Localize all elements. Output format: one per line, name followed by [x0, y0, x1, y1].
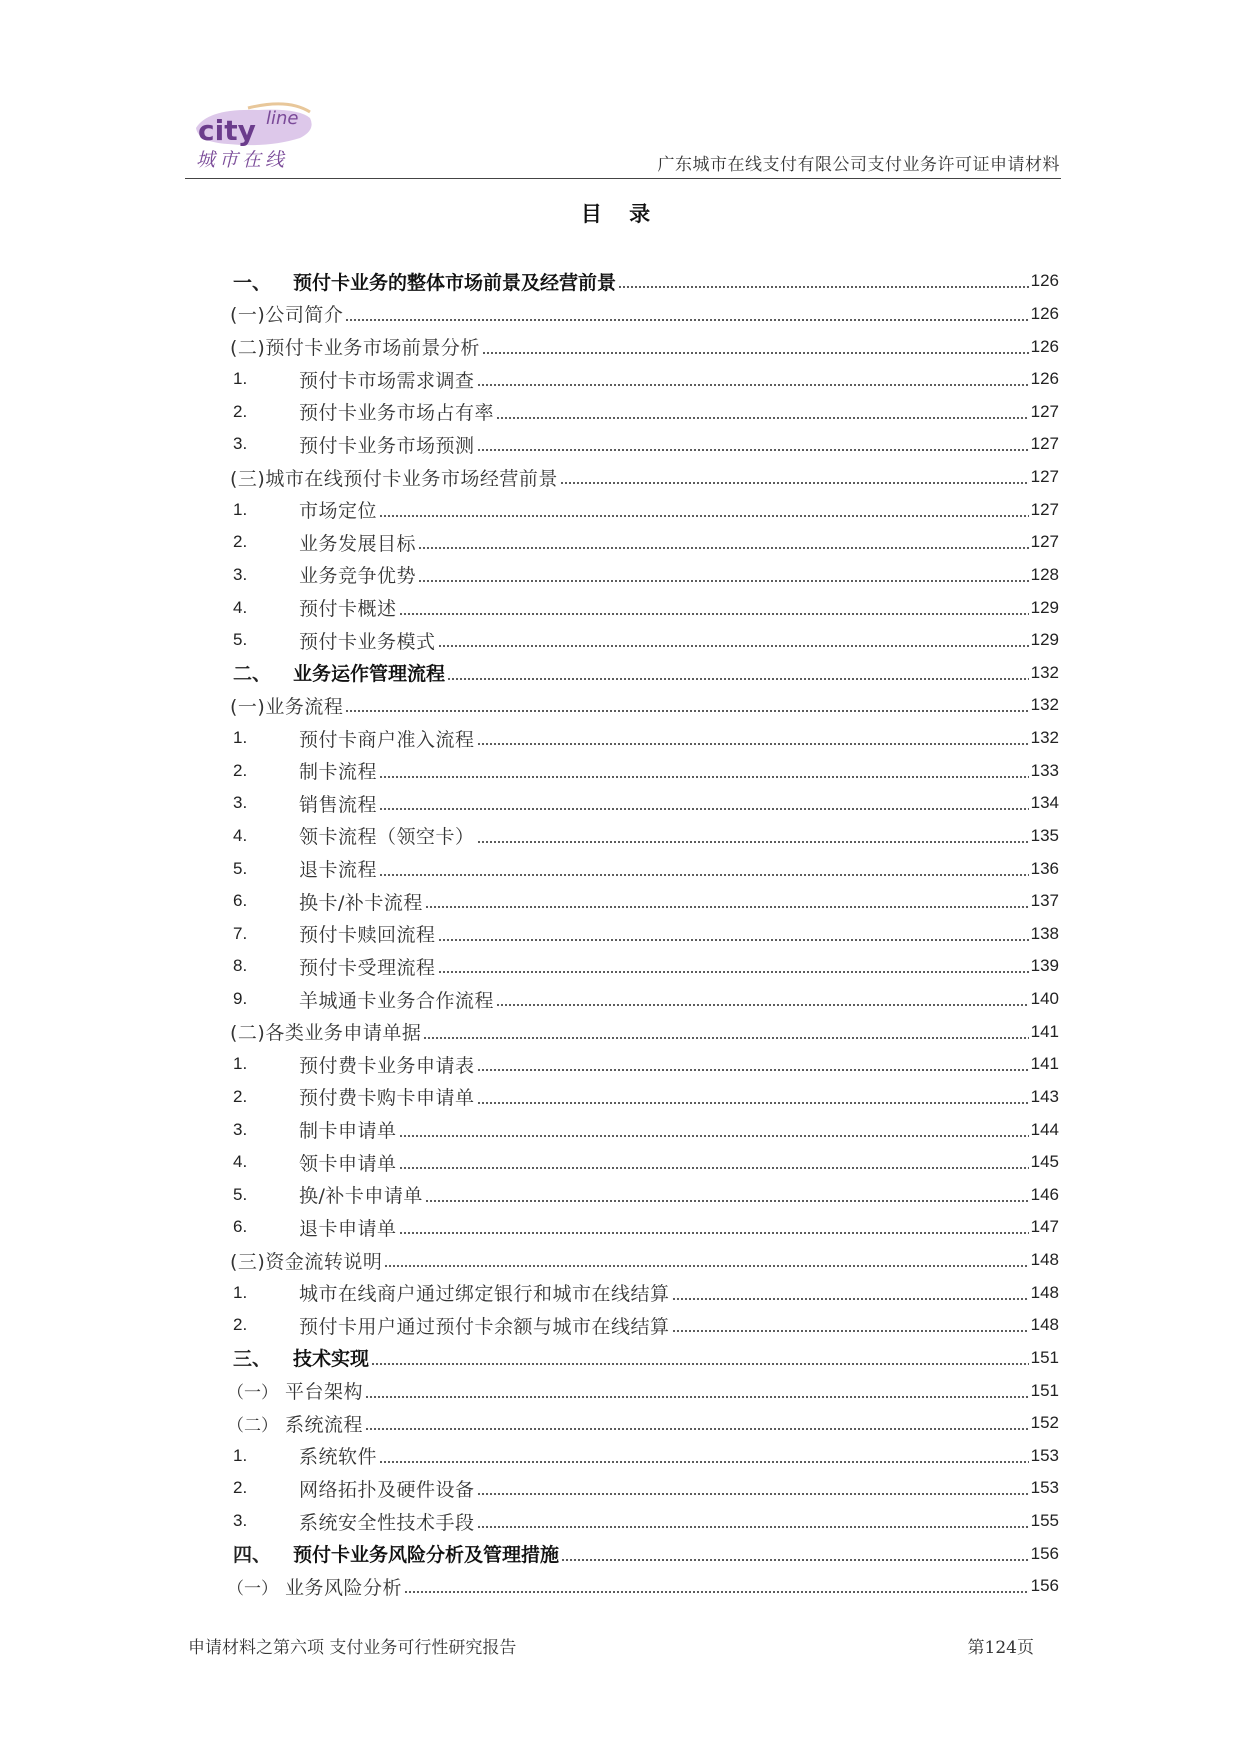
toc-entry[interactable] [233, 1211, 1059, 1244]
toc-entry-title: 网络拓扑及硬件设备 [299, 1478, 475, 1501]
toc-entry[interactable] [227, 1374, 1059, 1407]
toc-entry[interactable] [230, 1244, 1059, 1277]
toc-dot-leader [477, 1489, 1029, 1499]
toc-entry-title: 领卡申请单 [299, 1152, 397, 1175]
toc-entry-page: 132 [1030, 695, 1059, 715]
toc-dot-leader [418, 543, 1029, 553]
toc-entry-page: 153 [1030, 1445, 1059, 1465]
toc-entry-page: 155 [1030, 1511, 1059, 1531]
toc-entry[interactable] [233, 1146, 1059, 1179]
toc-dot-leader [477, 1522, 1029, 1532]
toc-entry-page: 143 [1030, 1086, 1059, 1106]
toc-entry-title: 预付卡概述 [299, 598, 397, 621]
toc-entry-title: 预付卡商户准入流程 [299, 728, 475, 751]
toc-entry-page: 134 [1030, 793, 1059, 813]
company-logo [188, 98, 318, 178]
toc-entry-page: 147 [1030, 1217, 1059, 1237]
toc-entry-title: 制卡流程 [299, 761, 378, 784]
toc-entry-page: 128 [1030, 564, 1059, 584]
toc-entry-page: 153 [1030, 1478, 1059, 1498]
document-header-title: 广东城市在线支付有限公司支付业务许可证申请材料 [657, 155, 1060, 175]
toc-dot-leader [379, 772, 1029, 782]
toc-entry[interactable] [233, 1342, 1059, 1375]
toc-entry[interactable] [233, 1276, 1059, 1309]
toc-entry[interactable] [233, 754, 1059, 787]
footer-page-number: 第124页 [967, 1638, 1034, 1658]
toc-entry-page: 156 [1030, 1576, 1059, 1596]
toc-dot-leader [379, 804, 1029, 814]
footer-document-name: 申请材料之第六项 支付业务可行性研究报告 [188, 1638, 517, 1658]
toc-entry-number: （二） [227, 1415, 278, 1436]
toc-entry-title: 预付费卡购卡申请单 [299, 1087, 475, 1110]
toc-entry[interactable] [230, 298, 1059, 331]
toc-entry[interactable] [230, 461, 1059, 494]
toc-dot-leader [384, 1261, 1028, 1271]
toc-entry-title: 系统流程 [285, 1413, 364, 1436]
toc-entry-title: 预付卡受理流程 [299, 956, 436, 979]
toc-entry[interactable] [233, 950, 1059, 983]
toc-entry-number: 二、 [233, 664, 272, 686]
toc-entry-page: 126 [1030, 369, 1059, 389]
toc-entry-number: 2. [233, 1086, 248, 1106]
toc-entry-page: 140 [1030, 989, 1059, 1009]
toc-dot-leader [418, 576, 1029, 586]
toc-entry[interactable] [233, 1048, 1059, 1081]
logo-text-en: city [198, 114, 256, 147]
toc-entry[interactable] [233, 820, 1059, 853]
toc-entry-title: (一)业务流程 [230, 695, 344, 718]
toc-entry-number: 8. [233, 956, 248, 976]
toc-entry-number: 5. [233, 630, 248, 650]
logo-text-tag: line [266, 108, 299, 129]
toc-dot-leader [399, 1131, 1029, 1141]
toc-heading: 目 录 [580, 202, 661, 226]
toc-entry-number: 9. [233, 989, 248, 1009]
toc-entry[interactable] [233, 1537, 1059, 1570]
toc-entry-page: 148 [1030, 1282, 1059, 1302]
toc-dot-leader [345, 315, 1028, 325]
toc-entry[interactable] [233, 852, 1059, 885]
toc-entry-title: 制卡申请单 [299, 1120, 397, 1143]
toc-dot-leader [447, 674, 1029, 684]
toc-entry-number: 3. [233, 434, 248, 454]
toc-entry-title: 预付卡业务模式 [299, 630, 436, 653]
toc-entry-number: 2. [233, 401, 248, 421]
toc-entry[interactable] [233, 396, 1059, 429]
toc-entry-title: 预付卡业务风险分析及管理措施 [293, 1544, 560, 1567]
toc-entry[interactable] [233, 624, 1059, 657]
toc-entry-page: 151 [1030, 1380, 1059, 1400]
toc-dot-leader [425, 1196, 1029, 1206]
toc-entry-title: 业务风险分析 [285, 1576, 403, 1599]
toc-entry-page: 145 [1030, 1152, 1059, 1172]
toc-entry-page: 136 [1030, 858, 1059, 878]
toc-entry-number: 5. [233, 858, 248, 878]
toc-entry-title: 业务竞争优势 [299, 565, 417, 588]
toc-entry[interactable] [233, 428, 1059, 461]
toc-entry[interactable] [233, 1440, 1059, 1473]
toc-entry[interactable] [233, 1505, 1059, 1538]
toc-dot-leader [365, 1392, 1029, 1402]
toc-entry-title: 预付卡业务市场预测 [299, 434, 475, 457]
toc-entry-title: 市场定位 [299, 500, 378, 523]
toc-dot-leader [438, 935, 1029, 945]
toc-entry-number: 2. [233, 760, 248, 780]
toc-entry-number: 1. [233, 1282, 248, 1302]
toc-entry-number: 1. [233, 1445, 248, 1465]
toc-entry-number: 三、 [233, 1349, 272, 1371]
toc-dot-leader [399, 609, 1029, 619]
toc-entry[interactable] [233, 787, 1059, 820]
toc-dot-leader [404, 1587, 1029, 1597]
toc-entry-page: 148 [1030, 1250, 1059, 1270]
toc-entry-title: 业务运作管理流程 [293, 663, 446, 686]
toc-entry-title: 系统软件 [299, 1446, 378, 1469]
toc-entry-page: 148 [1030, 1315, 1059, 1335]
toc-entry-title: (一)公司简介 [230, 304, 344, 327]
toc-dot-leader [477, 445, 1029, 455]
toc-dot-leader [379, 511, 1029, 521]
toc-dot-leader [379, 1457, 1029, 1467]
toc-dot-leader [561, 1555, 1029, 1565]
toc-entry-page: 132 [1030, 728, 1059, 748]
toc-entry-page: 152 [1030, 1413, 1059, 1433]
toc-entry-number: 2. [233, 1478, 248, 1498]
toc-entry-page: 156 [1030, 1543, 1059, 1563]
toc-dot-leader [438, 641, 1029, 651]
toc-entry-number: 5. [233, 1184, 248, 1204]
toc-entry-title: 预付费卡业务申请表 [299, 1054, 475, 1077]
toc-entry-title: (三)资金流转说明 [230, 1250, 383, 1273]
toc-entry-page: 151 [1030, 1347, 1059, 1367]
toc-dot-leader [672, 1326, 1029, 1336]
toc-entry[interactable] [233, 493, 1059, 526]
toc-entry-number: 6. [233, 891, 248, 911]
toc-entry-number: 3. [233, 793, 248, 813]
toc-entry[interactable] [233, 1081, 1059, 1114]
toc-dot-leader [425, 902, 1029, 912]
toc-entry-page: 133 [1030, 760, 1059, 780]
toc-entry-title: 销售流程 [299, 793, 378, 816]
toc-entry-page: 144 [1030, 1119, 1059, 1139]
toc-entry[interactable] [233, 1179, 1059, 1212]
toc-entry[interactable] [233, 265, 1059, 298]
toc-dot-leader [477, 1065, 1029, 1075]
toc-entry[interactable] [233, 559, 1059, 592]
toc-entry-number: 2. [233, 1315, 248, 1335]
toc-entry-title: 退卡流程 [299, 859, 378, 882]
toc-dot-leader [438, 967, 1029, 977]
toc-entry-number: 4. [233, 825, 248, 845]
toc-entry-number: 4. [233, 597, 248, 617]
toc-entry-number: 四、 [233, 1545, 272, 1567]
toc-entry-number: 1. [233, 369, 248, 389]
toc-dot-leader [399, 1228, 1029, 1238]
toc-entry[interactable] [227, 1407, 1059, 1440]
toc-entry-page: 141 [1030, 1021, 1059, 1041]
toc-entry-page: 138 [1030, 923, 1059, 943]
toc-entry[interactable] [233, 918, 1059, 951]
toc-entry[interactable] [233, 885, 1059, 918]
toc-entry[interactable] [227, 1570, 1059, 1603]
toc-entry-page: 127 [1030, 434, 1059, 454]
toc-entry-title: 平台架构 [285, 1381, 364, 1404]
toc-entry-title: 预付卡市场需求调查 [299, 369, 475, 392]
toc-entry-page: 141 [1030, 1054, 1059, 1074]
toc-dot-leader [345, 706, 1028, 716]
toc-dot-leader [482, 348, 1029, 358]
toc-entry-number: 6. [233, 1217, 248, 1237]
toc-entry-page: 146 [1030, 1184, 1059, 1204]
toc-dot-leader [496, 1000, 1029, 1010]
toc-dot-leader [672, 1294, 1029, 1304]
toc-entry-page: 126 [1030, 303, 1059, 323]
toc-entry[interactable] [233, 983, 1059, 1016]
toc-dot-leader [399, 1163, 1029, 1173]
toc-entry[interactable] [233, 1309, 1059, 1342]
header-divider [185, 178, 1061, 179]
toc-dot-leader [496, 413, 1029, 423]
toc-entry-page: 127 [1030, 532, 1059, 552]
toc-entry-page: 137 [1030, 891, 1059, 911]
toc-dot-leader [560, 478, 1029, 488]
toc-dot-leader [423, 1033, 1028, 1043]
toc-entry-title: 预付卡业务的整体市场前景及经营前景 [293, 271, 617, 294]
toc-entry[interactable] [233, 591, 1059, 624]
toc-entry-number: 7. [233, 923, 248, 943]
table-of-contents [227, 265, 1059, 1603]
toc-dot-leader [379, 870, 1029, 880]
toc-entry-number: 1. [233, 499, 248, 519]
toc-entry-page: 127 [1030, 401, 1059, 421]
toc-dot-leader [477, 380, 1029, 390]
toc-entry[interactable] [230, 689, 1059, 722]
toc-entry-title: (二)各类业务申请单据 [230, 1022, 422, 1045]
toc-entry-title: (三)城市在线预付卡业务市场经营前景 [230, 467, 558, 490]
toc-entry-page: 129 [1030, 630, 1059, 650]
toc-entry[interactable] [230, 1015, 1059, 1048]
toc-dot-leader [477, 1098, 1029, 1108]
toc-dot-leader [365, 1424, 1029, 1434]
toc-dot-leader [371, 1359, 1029, 1369]
toc-entry-title: 退卡申请单 [299, 1217, 397, 1240]
toc-entry-title: 业务发展目标 [299, 532, 417, 555]
toc-entry-number: 2. [233, 532, 248, 552]
toc-entry[interactable] [233, 526, 1059, 559]
toc-entry-number: 4. [233, 1152, 248, 1172]
toc-entry[interactable] [233, 363, 1059, 396]
toc-entry-title: 技术实现 [293, 1348, 370, 1371]
toc-entry-title: 领卡流程（领空卡） [299, 826, 475, 849]
toc-entry-number: 1. [233, 1054, 248, 1074]
toc-entry-number: 1. [233, 728, 248, 748]
toc-entry[interactable] [233, 722, 1059, 755]
toc-entry-number: 一、 [233, 272, 272, 294]
toc-entry[interactable] [230, 330, 1059, 363]
toc-entry-title: 预付卡用户通过预付卡余额与城市在线结算 [299, 1315, 670, 1338]
toc-entry-number: （一） [227, 1383, 278, 1404]
toc-entry-page: 129 [1030, 597, 1059, 617]
toc-entry-title: 羊城通卡业务合作流程 [299, 989, 495, 1012]
toc-dot-leader [477, 739, 1029, 749]
toc-entry-title: 预付卡赎回流程 [299, 924, 436, 947]
toc-entry-page: 135 [1030, 825, 1059, 845]
toc-entry-title: 换/补卡申请单 [299, 1185, 423, 1208]
toc-entry[interactable] [233, 1113, 1059, 1146]
toc-entry-number: 3. [233, 1119, 248, 1139]
toc-entry-page: 127 [1030, 467, 1059, 487]
toc-entry-number: 3. [233, 1511, 248, 1531]
toc-entry[interactable] [233, 657, 1059, 690]
toc-dot-leader [618, 282, 1029, 292]
toc-entry-number: 3. [233, 564, 248, 584]
toc-entry-title: 城市在线商户通过绑定银行和城市在线结算 [299, 1283, 670, 1306]
toc-entry-title: 换卡/补卡流程 [299, 891, 423, 914]
toc-entry-page: 126 [1030, 271, 1059, 291]
toc-entry-page: 139 [1030, 956, 1059, 976]
toc-entry[interactable] [233, 1472, 1059, 1505]
toc-entry-title: 预付卡业务市场占有率 [299, 402, 495, 425]
toc-entry-page: 126 [1030, 336, 1059, 356]
toc-dot-leader [477, 837, 1029, 847]
toc-entry-title: (二)预付卡业务市场前景分析 [230, 337, 480, 360]
logo-text-cn: 城市在线 [196, 149, 289, 171]
toc-entry-page: 127 [1030, 499, 1059, 519]
toc-entry-page: 132 [1030, 662, 1059, 682]
toc-entry-title: 系统安全性技术手段 [299, 1511, 475, 1534]
toc-entry-number: （一） [227, 1578, 278, 1599]
